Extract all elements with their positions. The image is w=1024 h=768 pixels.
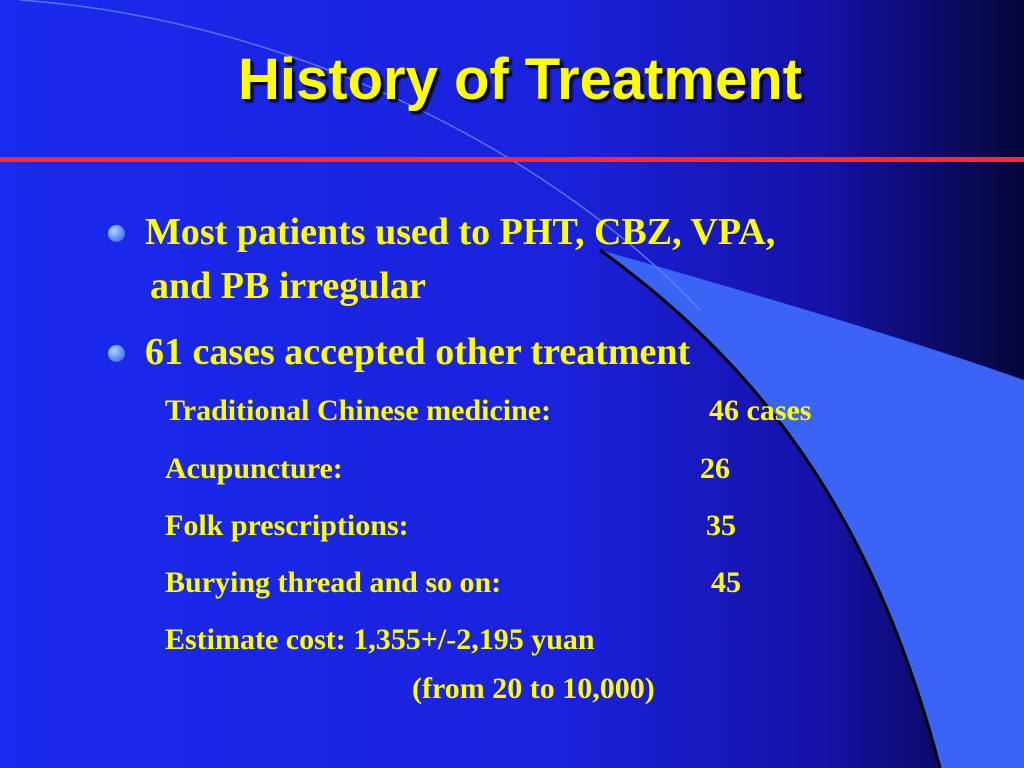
treatment-value: 45 [711, 566, 741, 599]
title-divider [0, 157, 1024, 162]
treatment-label: Acupuncture: [165, 452, 343, 485]
treatment-label: Folk prescriptions: [165, 509, 409, 542]
bullet-dot [108, 345, 125, 362]
slide-title: History of Treatment [238, 47, 802, 112]
treatment-label: Burying thread and so on: [165, 566, 502, 599]
bullet-2-line-1: 61 cases accepted other treatment [145, 331, 691, 373]
treatment-value: 46 cases [709, 394, 812, 427]
treatment-value: 26 [700, 452, 730, 485]
cost-line-2: (from 20 to 10,000) [412, 672, 655, 705]
bullet-1-line-1: Most patients used to PHT, CBZ, VPA, [145, 211, 776, 253]
treatment-value: 35 [706, 509, 736, 542]
treatment-label: Traditional Chinese medicine: [165, 394, 552, 427]
cost-line-1: Estimate cost: 1,355+/-2,195 yuan [165, 623, 595, 656]
bullet-dot [108, 225, 125, 242]
bullet-1-line-2: and PB irregular [150, 265, 426, 307]
swoosh-fill-shape [600, 250, 1024, 768]
